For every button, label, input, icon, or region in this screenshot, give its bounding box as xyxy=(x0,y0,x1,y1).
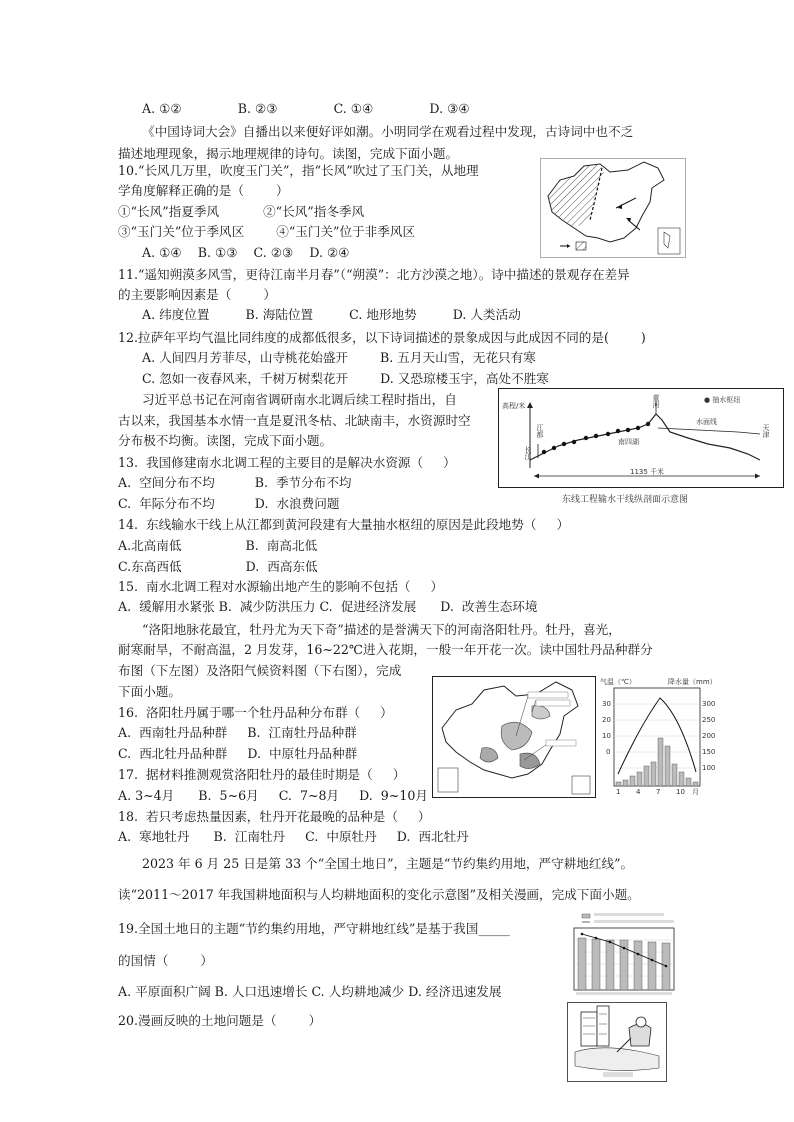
svg-text:300: 300 xyxy=(702,700,716,708)
intro-peony-4: 下面小题。 xyxy=(118,684,181,699)
climate-right-label: 降水量（mm） xyxy=(668,678,717,686)
svg-text:30: 30 xyxy=(602,700,611,708)
q20-stem: 20.漫画反映的土地问题是（ ） xyxy=(118,1013,322,1028)
intro-peony-3: 布图（下左图）及洛阳气候资料图（下右图），完成 xyxy=(118,663,402,678)
svg-text:10: 10 xyxy=(676,788,685,796)
svg-text:7: 7 xyxy=(656,788,661,796)
q14-options-cd: C.东高西低 D. 西高东低 xyxy=(118,559,318,574)
label-nansihu: 南四湖 xyxy=(618,438,639,446)
svg-text:1: 1 xyxy=(616,788,621,796)
terrain-profile xyxy=(530,414,760,460)
q10-stem: 10.“长风几万里，吹度玉门关”，指“长风”吹过了玉门关，从地理 xyxy=(118,163,479,178)
q14-options-ab: A.北高南低 B. 南高北低 xyxy=(118,538,318,553)
q19-stem: 19.全国土地日的主题“节约集约用地，严守耕地红线”是基于我国_____ xyxy=(118,921,510,936)
q16-options-ab: A. 西南牡丹品种群 B. 江南牡丹品种群 xyxy=(118,725,357,740)
q19-stem-2: 的国情（ ） xyxy=(118,953,213,968)
q12-options-cd: C. 忽如一夜春风来，千树万树梨花开 D. 又恐琼楼玉宇，高处不胜寒 xyxy=(142,371,549,386)
svg-text:150: 150 xyxy=(702,748,716,756)
intro-poetry: 《中国诗词大会》自播出以来便好评如潮。小明同学在观看过程中发现，古诗词中也不乏 xyxy=(142,124,634,139)
label-huanghe: 黄河 xyxy=(652,394,660,408)
q11-stem-2: 的主要影响因素是（ ） xyxy=(118,287,276,302)
intro-poetry-2: 描述地理现象，揭示地理规律的诗句。读图，完成下面小题。 xyxy=(118,146,459,161)
q10-items-1: ①“长风”指夏季风 ②“长风”指冬季风 xyxy=(118,204,365,219)
intro-peony: “洛阳地脉花最宜，牡丹尤为天下奇”描述的是誉满天下的河南洛阳牡丹。牡丹，喜光， xyxy=(142,622,621,637)
q14-stem: 14. 东线输水干线上从江都到黄河段建有大量抽水枢纽的原因是此段地势（ ） xyxy=(118,517,570,532)
label-water-surface: 水面线 xyxy=(696,418,717,426)
profile-legend: ● 抽水枢纽 xyxy=(704,396,741,404)
label-jiangdu: 江都 xyxy=(536,424,544,438)
q13-options-ab: A. 空间分布不均 B. 季节分布不均 xyxy=(118,475,352,490)
q13-stem: 13. 我国修建南水北调工程的主要目的是解决水资源（ ） xyxy=(118,455,456,470)
q17-options: A. 3~4月 B. 5~6月 C. 7~8月 D. 9~10月 xyxy=(118,788,428,803)
intro-water-3: 分布极不均衡。读图，完成下面小题。 xyxy=(118,433,333,448)
intro-water-2: 古以来，我国基本水情一直是夏汛冬枯、北缺南丰，水资源时空 xyxy=(118,413,471,428)
intro-land-2: 读“2011～2017 年我国耕地面积与人均耕地面积的变化示意图”及相关漫画，完成下面小题。 xyxy=(118,887,640,902)
land-cartoon-figure xyxy=(567,1002,667,1082)
q13-options-cd: C. 年际分布不均 D. 水浪费问题 xyxy=(118,496,340,511)
svg-text:0: 0 xyxy=(606,748,611,756)
svg-text:200: 200 xyxy=(702,732,716,740)
q17-stem: 17. 据材料推测观赏洛阳牡丹的最佳时期是（ ） xyxy=(118,767,406,782)
water-transfer-profile-figure xyxy=(498,388,784,488)
label-distance: 1135 千米 xyxy=(630,468,665,476)
label-changjiang: 长江 xyxy=(524,446,532,460)
svg-text:250: 250 xyxy=(702,716,716,724)
label-tianjin: 天津 xyxy=(762,424,770,438)
q15-options: A. 缓解用水紧张 B. 减少防洪压力 C. 促进经济发展 D. 改善生态环境 xyxy=(118,599,538,614)
water-profile-caption: 东线工程输水干线纵剖面示意图 xyxy=(562,495,689,505)
precipitation-bars xyxy=(616,738,698,786)
q18-options: A. 寒地牡丹 B. 江南牡丹 C. 中原牡丹 D. 西北牡丹 xyxy=(118,829,469,844)
q11-stem: 11.“遥知朔漠多风雪，更待江南半月春”（“朔漠”：北方沙漠之地）。诗中描述的景观存在差异 xyxy=(118,267,630,282)
climate-left-label: 气温（℃） xyxy=(600,678,636,686)
q19-options: A. 平原面积广阔 B. 人口迅速增长 C. 人均耕地减少 D. 经济迅速发展 xyxy=(118,984,502,999)
q10-items-2: ③“玉门关”位于季风区 ④“玉门关”位于非季风区 xyxy=(118,224,416,239)
q12-stem: 12.拉萨年平均气温比同纬度的成都低很多，以下诗词描述的景象成因与此成因不同的是( ) xyxy=(118,330,646,345)
svg-text:100: 100 xyxy=(702,764,716,772)
svg-text:4: 4 xyxy=(636,788,641,796)
luoyang-climate-chart xyxy=(600,676,718,798)
q16-stem: 16. 洛阳牡丹属于哪一个牡丹品种分布群（ ） xyxy=(118,705,393,720)
monsoon-map-figure xyxy=(540,158,686,258)
q18-stem: 18. 若只考虑热量因素，牡丹开花最晚的品种是（ ） xyxy=(118,809,431,824)
svg-text:20: 20 xyxy=(602,716,611,724)
q11-options: A. 纬度位置 B. 海陆位置 C. 地形地势 D. 人类活动 xyxy=(142,307,521,322)
q9-options: A. ①② B. ②③ C. ①④ D. ③④ xyxy=(142,101,470,116)
q15-stem: 15. 南水北调工程对水源输出地产生的影响不包括（ ） xyxy=(118,579,444,594)
farmland-area-chart xyxy=(560,910,688,998)
intro-water: 习近平总书记在河南省调研南水北调后续工程时指出，自 xyxy=(142,392,457,407)
intro-peony-2: 耐寒耐旱，不耐高温，2 月发芽，16~22℃进入花期，一般一年开花一次。读中国牡丹品种群分 xyxy=(118,642,653,657)
profile-ylabel: 高程/米 xyxy=(502,402,526,410)
intro-land: 2023 年 6 月 25 日是第 33 个“全国土地日”，主题是“节约集约用地，严守耕地红线”。 xyxy=(142,856,634,871)
svg-text:10: 10 xyxy=(602,732,611,740)
q10-options: A. ①④ B. ①③ C. ②③ D. ②④ xyxy=(142,245,350,260)
q10-stem-2: 学角度解释正确的是（ ） xyxy=(118,183,289,198)
q16-options-cd: C. 西北牡丹品种群 D. 中原牡丹品种群 xyxy=(118,746,358,761)
peony-distribution-map-figure xyxy=(432,676,596,798)
svg-text:月: 月 xyxy=(692,788,699,796)
q12-options-ab: A. 人间四月芳菲尽，山寺桃花始盛开 B. 五月天山雪，无花只有寒 xyxy=(142,350,536,365)
